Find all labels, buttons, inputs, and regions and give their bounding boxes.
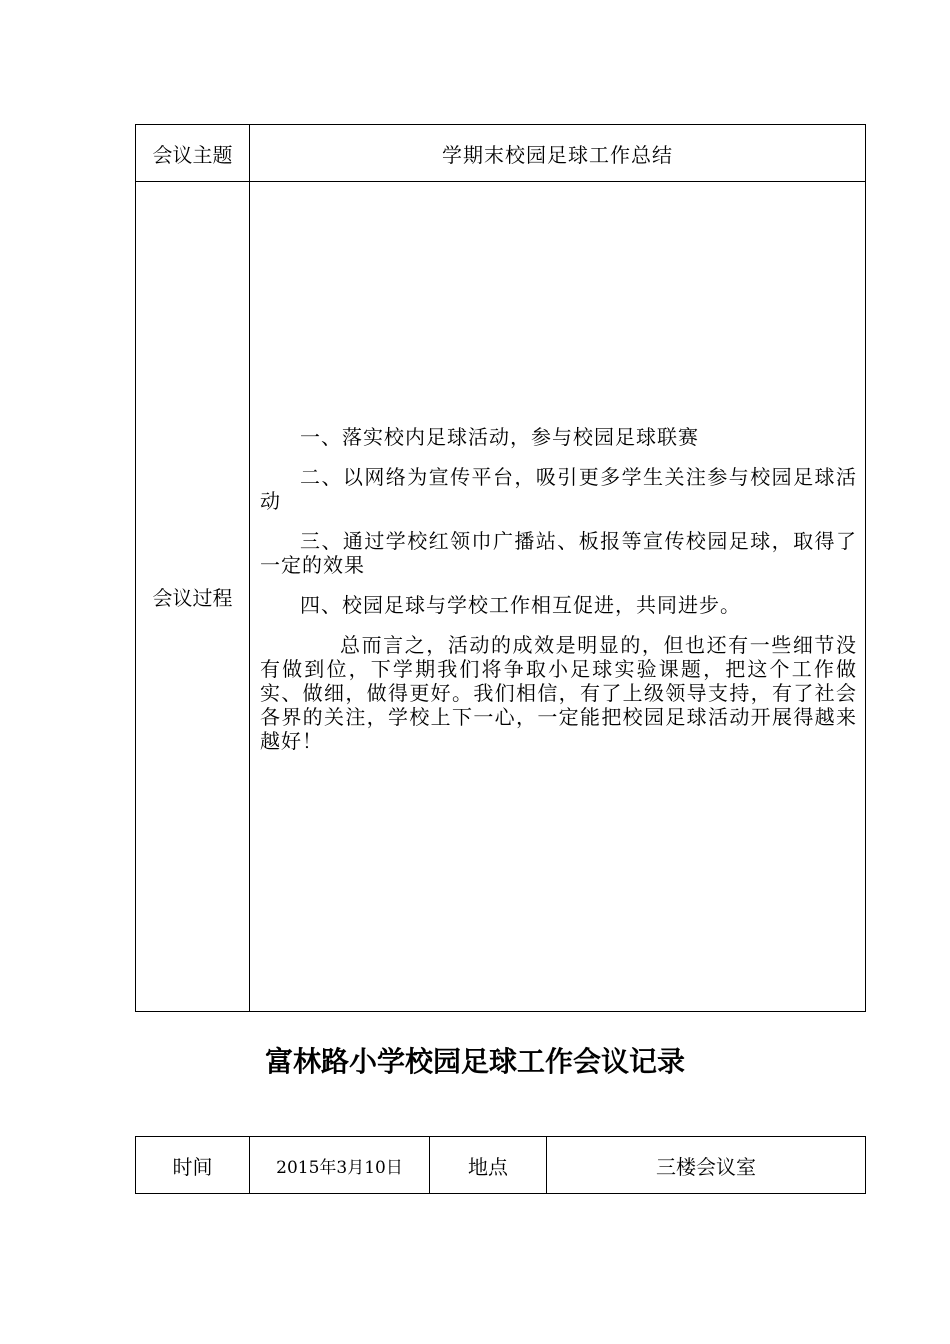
- time-value: 2015年3月10日: [250, 1137, 430, 1194]
- process-content: [250, 182, 866, 1012]
- topic-value: 学期末校园足球工作总结: [250, 125, 866, 182]
- meeting-topic-table: [135, 124, 866, 1012]
- process-row: [136, 182, 866, 1012]
- place-value: 三楼会议室: [547, 1137, 866, 1194]
- place-label: 地点: [430, 1137, 547, 1194]
- process-paragraph-3: 三、通过学校红领巾广播站、板报等宣传校园足球，取得了一定的效果: [260, 528, 857, 577]
- time-label: 时间: [136, 1137, 250, 1194]
- process-paragraph-2: 二、以网络为宣传平台，吸引更多学生关注参与校园足球活动: [260, 464, 857, 513]
- info-row: [136, 1137, 866, 1194]
- process-label: 会议过程: [136, 182, 250, 1012]
- topic-row: [136, 125, 866, 182]
- process-paragraph-1: 一、落实校内足球活动，参与校园足球联赛: [300, 424, 699, 449]
- meeting-info-table: [135, 1136, 866, 1194]
- process-paragraph-4: 四、校园足球与学校工作相互促进，共同进步。: [300, 592, 741, 617]
- document-title: 富林路小学校园足球工作会议记录: [264, 1045, 685, 1078]
- topic-label: 会议主题: [136, 125, 250, 182]
- process-summary: 总而言之，活动的成效是明显的，但也还有一些细节没有做到位，下学期我们将争取小足球实验课题，把这个工作做实、做细，做得更好。我们相信，有了上级领导支持，有了社会各界的关注，学校上下一心，一定能把校园足球活动开展得越来越好！: [260, 632, 857, 753]
